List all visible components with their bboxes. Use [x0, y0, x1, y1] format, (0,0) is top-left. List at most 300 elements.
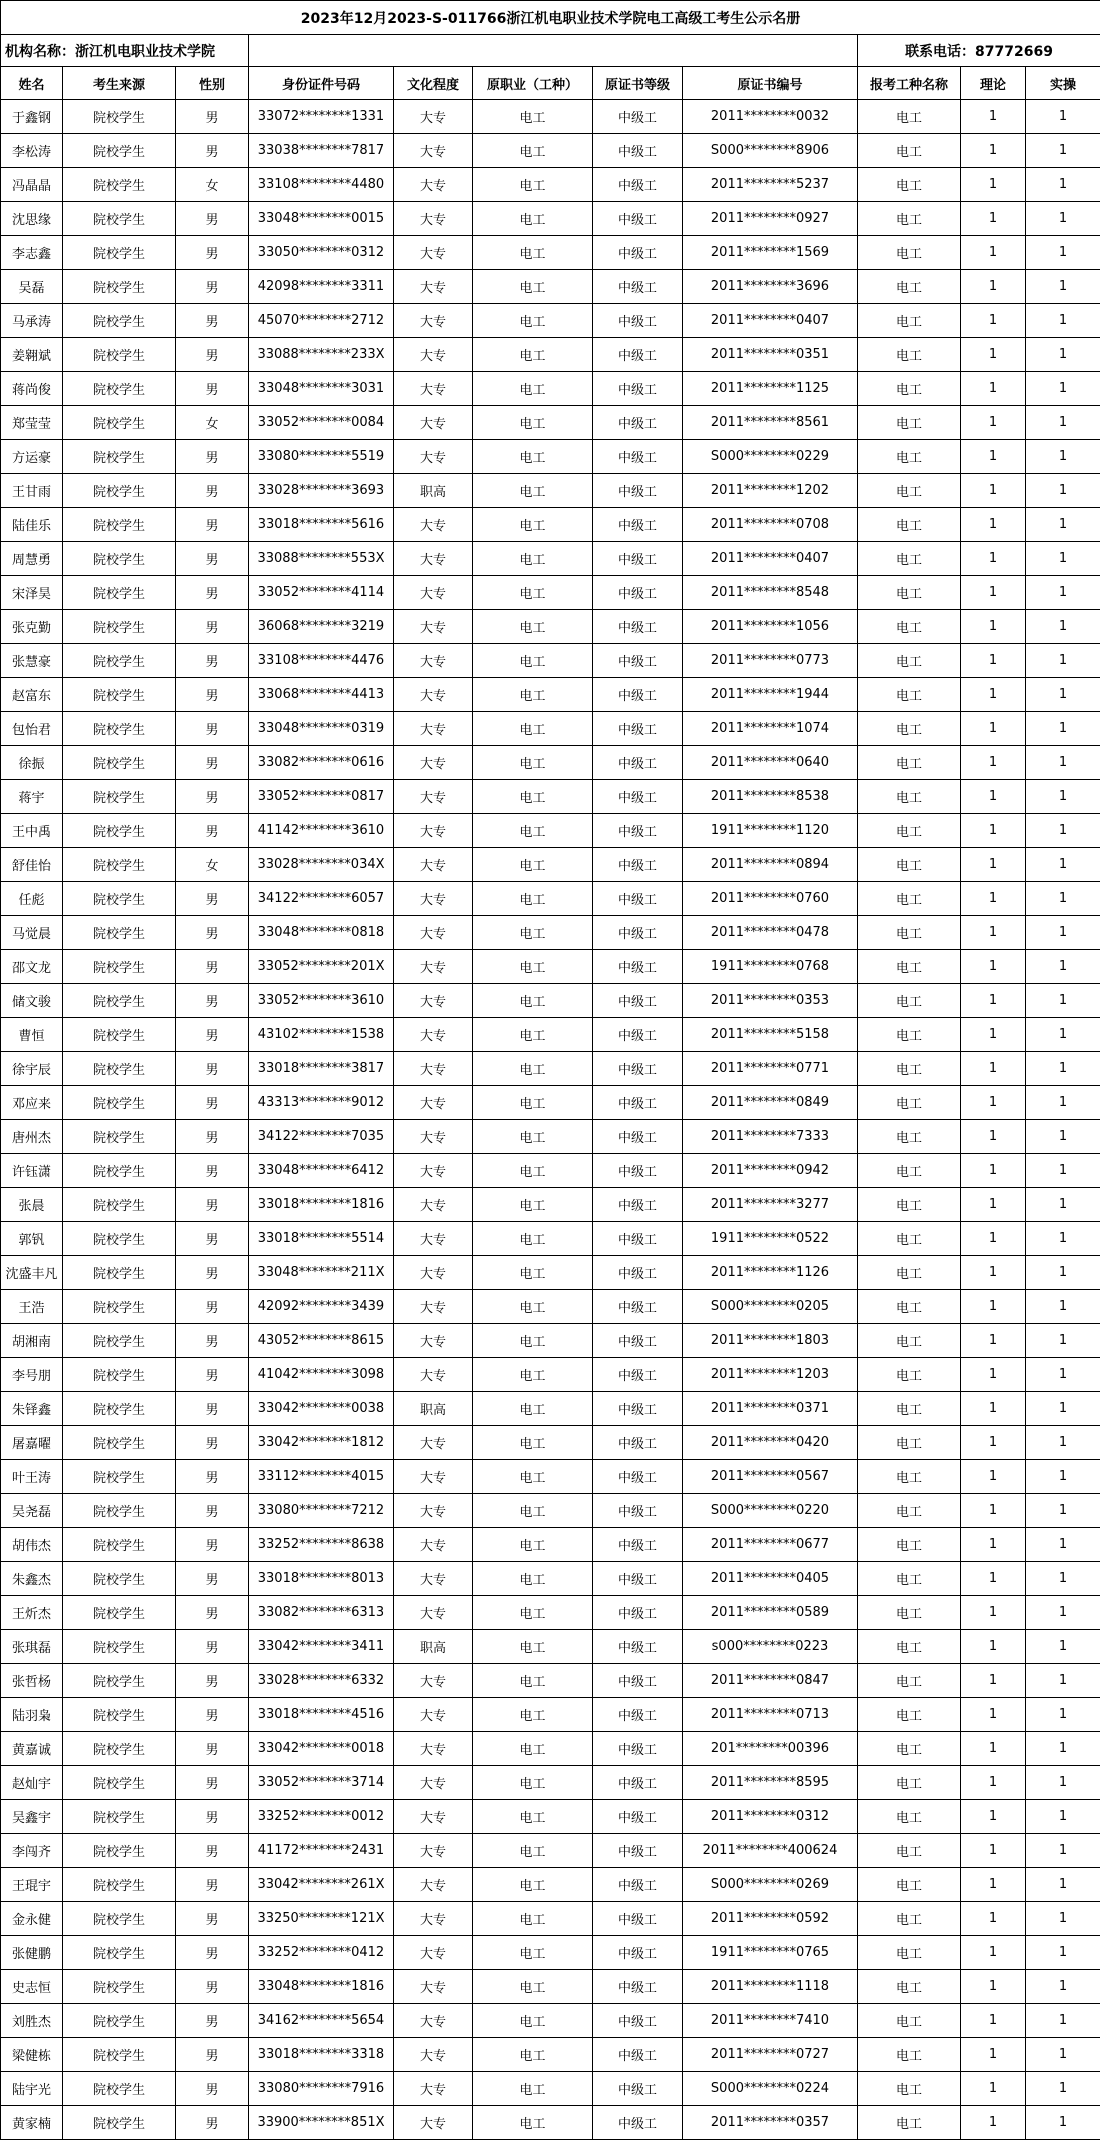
cell-name: 王中禹: [1, 814, 63, 848]
cell-theory: 1: [961, 1392, 1026, 1426]
cell-certificate-level: 中级工: [593, 984, 683, 1018]
cell-certificate-level: 中级工: [593, 338, 683, 372]
cell-certificate-level: 中级工: [593, 1392, 683, 1426]
cell-certificate-level: 中级工: [593, 1528, 683, 1562]
cell-original-occupation: 电工: [473, 542, 593, 576]
cell-source: 院校学生: [63, 814, 176, 848]
cell-certificate-level: 中级工: [593, 1562, 683, 1596]
table-row: [1, 440, 1100, 474]
col-header-practical: 实操: [1026, 67, 1100, 100]
cell-original-occupation: 电工: [473, 1086, 593, 1120]
cell-source: 院校学生: [63, 1052, 176, 1086]
cell-id-number: 33052********4114: [249, 576, 394, 610]
cell-exam-trade: 电工: [858, 1290, 961, 1324]
cell-gender: 男: [176, 1018, 249, 1052]
cell-practical: 1: [1026, 2072, 1100, 2106]
cell-gender: 男: [176, 610, 249, 644]
cell-name: 张克勤: [1, 610, 63, 644]
cell-education: 大专: [394, 882, 473, 916]
cell-original-occupation: 电工: [473, 1766, 593, 1800]
cell-gender: 男: [176, 508, 249, 542]
cell-education: 大专: [394, 1460, 473, 1494]
cell-exam-trade: 电工: [858, 168, 961, 202]
cell-certificate-number: 2011********1118: [683, 1970, 858, 2004]
cell-source: 院校学生: [63, 338, 176, 372]
cell-certificate-number: 2011********0353: [683, 984, 858, 1018]
col-header-gender: 性别: [176, 67, 249, 100]
cell-certificate-level: 中级工: [593, 848, 683, 882]
cell-source: 院校学生: [63, 440, 176, 474]
cell-gender: 男: [176, 304, 249, 338]
table-row: [1, 508, 1100, 542]
cell-gender: 男: [176, 2004, 249, 2038]
cell-id-number: 33018********8013: [249, 1562, 394, 1596]
cell-id-number: 33252********8638: [249, 1528, 394, 1562]
cell-education: 大专: [394, 1494, 473, 1528]
cell-theory: 1: [961, 1664, 1026, 1698]
cell-theory: 1: [961, 576, 1026, 610]
table-row: [1, 168, 1100, 202]
cell-certificate-level: 中级工: [593, 1324, 683, 1358]
cell-gender: 男: [176, 1086, 249, 1120]
cell-exam-trade: 电工: [858, 610, 961, 644]
cell-theory: 1: [961, 1120, 1026, 1154]
cell-education: 大专: [394, 406, 473, 440]
cell-name: 曹恒: [1, 1018, 63, 1052]
cell-gender: 男: [176, 882, 249, 916]
table-row: [1, 1630, 1100, 1664]
cell-name: 马觉晨: [1, 916, 63, 950]
cell-id-number: 33048********3031: [249, 372, 394, 406]
cell-theory: 1: [961, 440, 1026, 474]
cell-id-number: 41042********3098: [249, 1358, 394, 1392]
cell-original-occupation: 电工: [473, 984, 593, 1018]
cell-source: 院校学生: [63, 1392, 176, 1426]
cell-theory: 1: [961, 2072, 1026, 2106]
table-row: [1, 1596, 1100, 1630]
cell-gender: 男: [176, 1426, 249, 1460]
cell-gender: 男: [176, 576, 249, 610]
cell-education: 大专: [394, 848, 473, 882]
table-row: [1, 100, 1100, 134]
cell-source: 院校学生: [63, 1154, 176, 1188]
cell-certificate-level: 中级工: [593, 1154, 683, 1188]
table-row: [1, 1086, 1100, 1120]
cell-name: 胡湘南: [1, 1324, 63, 1358]
cell-original-occupation: 电工: [473, 1494, 593, 1528]
cell-practical: 1: [1026, 848, 1100, 882]
cell-practical: 1: [1026, 1052, 1100, 1086]
cell-practical: 1: [1026, 644, 1100, 678]
cell-id-number: 33042********1812: [249, 1426, 394, 1460]
cell-source: 院校学生: [63, 1970, 176, 2004]
cell-source: 院校学生: [63, 1596, 176, 1630]
cell-name: 周慧勇: [1, 542, 63, 576]
cell-theory: 1: [961, 882, 1026, 916]
cell-theory: 1: [961, 712, 1026, 746]
cell-theory: 1: [961, 100, 1026, 134]
table-row: [1, 1324, 1100, 1358]
cell-id-number: 33042********0018: [249, 1732, 394, 1766]
cell-source: 院校学生: [63, 1460, 176, 1494]
cell-name: 马承涛: [1, 304, 63, 338]
cell-certificate-number: 2011********0371: [683, 1392, 858, 1426]
cell-id-number: 33082********0616: [249, 746, 394, 780]
cell-certificate-level: 中级工: [593, 916, 683, 950]
cell-certificate-number: 2011********0032: [683, 100, 858, 134]
cell-source: 院校学生: [63, 1902, 176, 1936]
table-row: [1, 1222, 1100, 1256]
cell-name: 王琨宇: [1, 1868, 63, 1902]
cell-id-number: 33048********0015: [249, 202, 394, 236]
cell-practical: 1: [1026, 440, 1100, 474]
cell-certificate-level: 中级工: [593, 1664, 683, 1698]
table-row: [1, 304, 1100, 338]
cell-theory: 1: [961, 746, 1026, 780]
cell-gender: 男: [176, 2038, 249, 2072]
cell-education: 大专: [394, 1528, 473, 1562]
cell-certificate-number: 2011********1202: [683, 474, 858, 508]
cell-education: 大专: [394, 1256, 473, 1290]
cell-exam-trade: 电工: [858, 1494, 961, 1528]
cell-source: 院校学生: [63, 780, 176, 814]
cell-exam-trade: 电工: [858, 644, 961, 678]
cell-practical: 1: [1026, 1970, 1100, 2004]
cell-name: 吴鑫宇: [1, 1800, 63, 1834]
cell-certificate-number: 2011********8595: [683, 1766, 858, 1800]
cell-education: 大专: [394, 304, 473, 338]
cell-education: 大专: [394, 338, 473, 372]
cell-practical: 1: [1026, 2038, 1100, 2072]
cell-source: 院校学生: [63, 1664, 176, 1698]
cell-original-occupation: 电工: [473, 1290, 593, 1324]
cell-education: 大专: [394, 202, 473, 236]
cell-education: 大专: [394, 1562, 473, 1596]
cell-practical: 1: [1026, 168, 1100, 202]
cell-certificate-level: 中级工: [593, 440, 683, 474]
cell-id-number: 34122********7035: [249, 1120, 394, 1154]
cell-exam-trade: 电工: [858, 1324, 961, 1358]
table-row: [1, 202, 1100, 236]
cell-original-occupation: 电工: [473, 406, 593, 440]
cell-certificate-level: 中级工: [593, 610, 683, 644]
cell-practical: 1: [1026, 372, 1100, 406]
cell-certificate-level: 中级工: [593, 950, 683, 984]
cell-certificate-level: 中级工: [593, 1596, 683, 1630]
cell-id-number: 33018********5514: [249, 1222, 394, 1256]
cell-source: 院校学生: [63, 1800, 176, 1834]
cell-original-occupation: 电工: [473, 644, 593, 678]
cell-education: 大专: [394, 1290, 473, 1324]
cell-original-occupation: 电工: [473, 950, 593, 984]
cell-original-occupation: 电工: [473, 576, 593, 610]
cell-exam-trade: 电工: [858, 1052, 961, 1086]
cell-exam-trade: 电工: [858, 1630, 961, 1664]
cell-certificate-number: 2011********0708: [683, 508, 858, 542]
cell-name: 吴尧磊: [1, 1494, 63, 1528]
cell-exam-trade: 电工: [858, 1460, 961, 1494]
cell-certificate-number: 2011********1203: [683, 1358, 858, 1392]
cell-certificate-number: S000********0205: [683, 1290, 858, 1324]
table-row: [1, 1936, 1100, 1970]
cell-practical: 1: [1026, 1766, 1100, 1800]
cell-original-occupation: 电工: [473, 1698, 593, 1732]
cell-name: 张哲杨: [1, 1664, 63, 1698]
cell-original-occupation: 电工: [473, 2106, 593, 2140]
cell-name: 陆佳乐: [1, 508, 63, 542]
cell-certificate-level: 中级工: [593, 1766, 683, 1800]
cell-original-occupation: 电工: [473, 1324, 593, 1358]
cell-exam-trade: 电工: [858, 338, 961, 372]
cell-certificate-number: 2011********1803: [683, 1324, 858, 1358]
sheet-title: 2023年12月2023-S-011766浙江机电职业技术学院电工高级工考生公示名册: [1, 1, 1100, 35]
cell-certificate-level: 中级工: [593, 270, 683, 304]
cell-theory: 1: [961, 1154, 1026, 1188]
cell-practical: 1: [1026, 100, 1100, 134]
cell-education: 大专: [394, 372, 473, 406]
cell-gender: 男: [176, 814, 249, 848]
cell-education: 大专: [394, 542, 473, 576]
table-row: [1, 134, 1100, 168]
cell-name: 许钰潇: [1, 1154, 63, 1188]
cell-gender: 男: [176, 1936, 249, 1970]
cell-theory: 1: [961, 2038, 1026, 2072]
cell-practical: 1: [1026, 304, 1100, 338]
cell-theory: 1: [961, 814, 1026, 848]
cell-theory: 1: [961, 236, 1026, 270]
table-row: [1, 1188, 1100, 1222]
cell-education: 大专: [394, 712, 473, 746]
cell-original-occupation: 电工: [473, 1732, 593, 1766]
cell-certificate-level: 中级工: [593, 1086, 683, 1120]
cell-exam-trade: 电工: [858, 2038, 961, 2072]
cell-certificate-level: 中级工: [593, 678, 683, 712]
table-row: [1, 916, 1100, 950]
table-row: [1, 1290, 1100, 1324]
cell-source: 院校学生: [63, 1936, 176, 1970]
cell-name: 李号朋: [1, 1358, 63, 1392]
cell-gender: 男: [176, 1902, 249, 1936]
cell-theory: 1: [961, 1868, 1026, 1902]
cell-name: 邓应来: [1, 1086, 63, 1120]
cell-certificate-level: 中级工: [593, 1494, 683, 1528]
cell-gender: 男: [176, 474, 249, 508]
cell-name: 包怡君: [1, 712, 63, 746]
table-row: [1, 406, 1100, 440]
title-row: [1, 1, 1100, 35]
cell-exam-trade: 电工: [858, 270, 961, 304]
cell-certificate-level: 中级工: [593, 1800, 683, 1834]
cell-certificate-level: 中级工: [593, 1868, 683, 1902]
cell-id-number: 33108********4480: [249, 168, 394, 202]
cell-gender: 女: [176, 848, 249, 882]
cell-certificate-level: 中级工: [593, 1834, 683, 1868]
cell-education: 大专: [394, 1970, 473, 2004]
cell-certificate-number: S000********8906: [683, 134, 858, 168]
cell-theory: 1: [961, 780, 1026, 814]
cell-source: 院校学生: [63, 576, 176, 610]
table-row: [1, 644, 1100, 678]
cell-original-occupation: 电工: [473, 1154, 593, 1188]
cell-theory: 1: [961, 1528, 1026, 1562]
cell-certificate-number: 2011********0640: [683, 746, 858, 780]
cell-source: 院校学生: [63, 644, 176, 678]
cell-original-occupation: 电工: [473, 1426, 593, 1460]
cell-certificate-level: 中级工: [593, 542, 683, 576]
cell-source: 院校学生: [63, 2038, 176, 2072]
cell-practical: 1: [1026, 1732, 1100, 1766]
cell-id-number: 33252********0412: [249, 1936, 394, 1970]
cell-gender: 男: [176, 984, 249, 1018]
table-row: [1, 1868, 1100, 1902]
cell-source: 院校学生: [63, 1018, 176, 1052]
cell-gender: 男: [176, 1154, 249, 1188]
table-row: [1, 576, 1100, 610]
cell-source: 院校学生: [63, 372, 176, 406]
cell-id-number: 33048********6412: [249, 1154, 394, 1188]
cell-id-number: 33028********6332: [249, 1664, 394, 1698]
cell-name: 黄家楠: [1, 2106, 63, 2140]
cell-practical: 1: [1026, 270, 1100, 304]
cell-certificate-level: 中级工: [593, 2106, 683, 2140]
cell-name: 任彪: [1, 882, 63, 916]
cell-id-number: 33042********0038: [249, 1392, 394, 1426]
cell-education: 大专: [394, 2072, 473, 2106]
cell-practical: 1: [1026, 1630, 1100, 1664]
table-row: [1, 2038, 1100, 2072]
cell-exam-trade: 电工: [858, 1188, 961, 1222]
cell-certificate-number: 201********00396: [683, 1732, 858, 1766]
table-row: [1, 1902, 1100, 1936]
cell-certificate-level: 中级工: [593, 1222, 683, 1256]
cell-certificate-number: 2011********0405: [683, 1562, 858, 1596]
cell-name: 胡伟杰: [1, 1528, 63, 1562]
cell-source: 院校学生: [63, 2072, 176, 2106]
cell-certificate-number: 2011********1074: [683, 712, 858, 746]
cell-id-number: 33018********5616: [249, 508, 394, 542]
cell-practical: 1: [1026, 202, 1100, 236]
cell-practical: 1: [1026, 1256, 1100, 1290]
cell-education: 大专: [394, 1664, 473, 1698]
cell-education: 大专: [394, 440, 473, 474]
cell-source: 院校学生: [63, 1630, 176, 1664]
cell-gender: 男: [176, 1494, 249, 1528]
cell-id-number: 33018********3817: [249, 1052, 394, 1086]
cell-gender: 男: [176, 1562, 249, 1596]
cell-original-occupation: 电工: [473, 372, 593, 406]
table-row: [1, 1664, 1100, 1698]
cell-id-number: 33048********0818: [249, 916, 394, 950]
cell-original-occupation: 电工: [473, 1902, 593, 1936]
cell-exam-trade: 电工: [858, 746, 961, 780]
cell-practical: 1: [1026, 1936, 1100, 1970]
cell-original-occupation: 电工: [473, 1256, 593, 1290]
cell-certificate-number: 2011********0942: [683, 1154, 858, 1188]
cell-id-number: 33112********4015: [249, 1460, 394, 1494]
cell-practical: 1: [1026, 1018, 1100, 1052]
cell-original-occupation: 电工: [473, 1528, 593, 1562]
cell-certificate-number: 2011********5158: [683, 1018, 858, 1052]
cell-id-number: 33018********4516: [249, 1698, 394, 1732]
cell-practical: 1: [1026, 406, 1100, 440]
cell-id-number: 43102********1538: [249, 1018, 394, 1052]
table-row: [1, 1358, 1100, 1392]
cell-exam-trade: 电工: [858, 474, 961, 508]
cell-id-number: 33250********121X: [249, 1902, 394, 1936]
cell-education: 大专: [394, 610, 473, 644]
cell-gender: 男: [176, 1970, 249, 2004]
cell-theory: 1: [961, 1630, 1026, 1664]
cell-certificate-number: 2011********0727: [683, 2038, 858, 2072]
cell-practical: 1: [1026, 1324, 1100, 1358]
cell-exam-trade: 电工: [858, 1256, 961, 1290]
cell-id-number: 33038********7817: [249, 134, 394, 168]
table-row: [1, 984, 1100, 1018]
cell-exam-trade: 电工: [858, 1562, 961, 1596]
cell-id-number: 33050********0312: [249, 236, 394, 270]
cell-education: 大专: [394, 1086, 473, 1120]
cell-id-number: 45070********2712: [249, 304, 394, 338]
cell-education: 大专: [394, 1698, 473, 1732]
cell-name: 朱鑫杰: [1, 1562, 63, 1596]
cell-certificate-level: 中级工: [593, 1358, 683, 1392]
cell-practical: 1: [1026, 678, 1100, 712]
cell-original-occupation: 电工: [473, 1188, 593, 1222]
table-row: [1, 1766, 1100, 1800]
cell-name: 张晨: [1, 1188, 63, 1222]
cell-exam-trade: 电工: [858, 780, 961, 814]
cell-exam-trade: 电工: [858, 1596, 961, 1630]
cell-gender: 男: [176, 1698, 249, 1732]
cell-gender: 男: [176, 202, 249, 236]
cell-name: 沈盛丰凡: [1, 1256, 63, 1290]
cell-certificate-level: 中级工: [593, 372, 683, 406]
cell-education: 大专: [394, 644, 473, 678]
cell-original-occupation: 电工: [473, 1562, 593, 1596]
cell-practical: 1: [1026, 1664, 1100, 1698]
cell-exam-trade: 电工: [858, 100, 961, 134]
cell-exam-trade: 电工: [858, 848, 961, 882]
cell-theory: 1: [961, 1426, 1026, 1460]
cell-source: 院校学生: [63, 1562, 176, 1596]
cell-source: 院校学生: [63, 916, 176, 950]
cell-theory: 1: [961, 2004, 1026, 2038]
cell-name: 徐振: [1, 746, 63, 780]
cell-name: 张健鹏: [1, 1936, 63, 1970]
cell-practical: 1: [1026, 1222, 1100, 1256]
cell-certificate-number: S000********0229: [683, 440, 858, 474]
cell-original-occupation: 电工: [473, 168, 593, 202]
cell-id-number: 33042********261X: [249, 1868, 394, 1902]
table-row: [1, 1392, 1100, 1426]
cell-certificate-number: 2011********0407: [683, 542, 858, 576]
cell-original-occupation: 电工: [473, 1120, 593, 1154]
cell-id-number: 33052********201X: [249, 950, 394, 984]
table-row: [1, 2072, 1100, 2106]
cell-exam-trade: 电工: [858, 2106, 961, 2140]
table-row: [1, 1698, 1100, 1732]
cell-certificate-number: 2011********0592: [683, 1902, 858, 1936]
cell-certificate-number: 2011********0927: [683, 202, 858, 236]
cell-theory: 1: [961, 168, 1026, 202]
cell-exam-trade: 电工: [858, 202, 961, 236]
cell-theory: 1: [961, 202, 1026, 236]
cell-certificate-level: 中级工: [593, 406, 683, 440]
cell-certificate-level: 中级工: [593, 474, 683, 508]
cell-practical: 1: [1026, 1426, 1100, 1460]
cell-original-occupation: 电工: [473, 678, 593, 712]
cell-exam-trade: 电工: [858, 1528, 961, 1562]
